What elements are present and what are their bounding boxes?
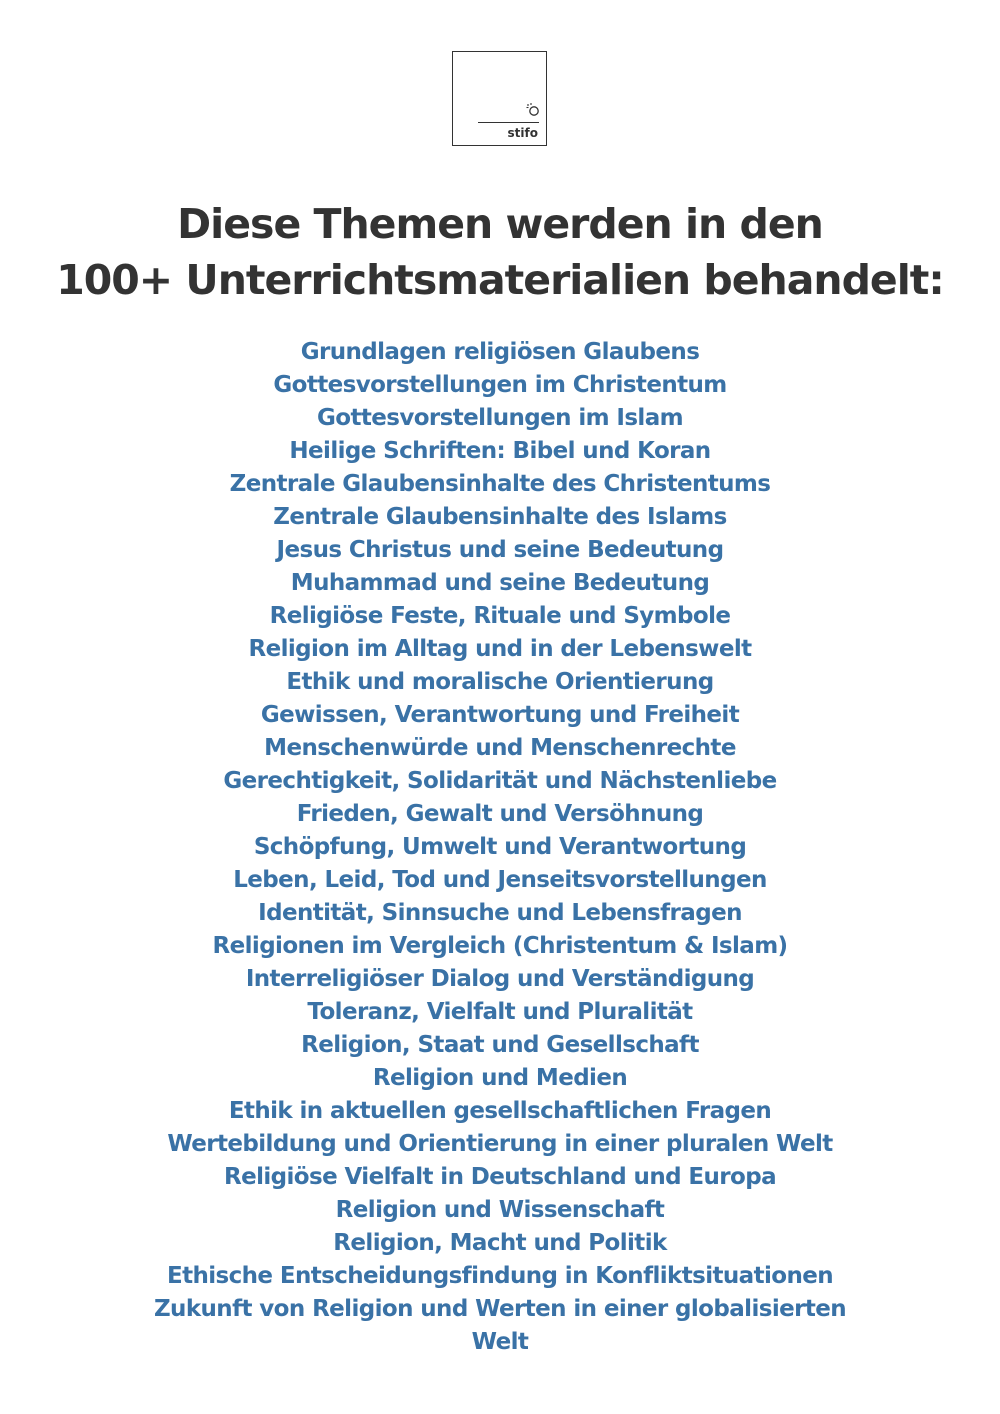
topic-item: Religion und Wissenschaft <box>335 1197 665 1223</box>
topic-item: Welt <box>471 1329 529 1355</box>
topic-item: Religionen im Vergleich (Christentum & Islam) <box>212 933 788 959</box>
topic-item: Religion und Medien <box>372 1065 628 1091</box>
topic-item: Gottesvorstellungen im Christentum <box>273 372 727 398</box>
topic-item: Interreligiöser Dialog und Verständigung <box>245 966 755 992</box>
topic-item: Ethische Entscheidungsfindung in Konfliktsituationen <box>166 1263 834 1289</box>
topic-item: Religion im Alltag und in der Lebenswelt <box>248 636 752 662</box>
topic-item: Leben, Leid, Tod und Jenseitsvorstellungen <box>233 867 767 893</box>
topic-item: Wertebildung und Orientierung in einer pluralen Welt <box>167 1131 833 1157</box>
topic-item: Religiöse Feste, Rituale und Symbole <box>269 603 731 629</box>
topic-item: Religion, Staat und Gesellschaft <box>301 1032 699 1058</box>
topic-item: Grundlagen religiösen Glaubens <box>300 339 700 365</box>
topic-item: Muhammad und seine Bedeutung <box>290 570 710 596</box>
topic-item: Gottesvorstellungen im Islam <box>316 405 683 431</box>
topic-item: Religion, Macht und Politik <box>333 1230 667 1256</box>
topic-list <box>0 336 1000 1359</box>
topic-item: Ethik in aktuellen gesellschaftlichen Fragen <box>228 1098 772 1124</box>
topic-item: Zentrale Glaubensinhalte des Islams <box>273 504 727 530</box>
sun-moon-icon <box>525 102 541 118</box>
topic-item: Zentrale Glaubensinhalte des Christentums <box>229 471 771 497</box>
topic-item: Identität, Sinnsuche und Lebensfragen <box>258 900 742 926</box>
page-title <box>0 196 1000 308</box>
page-title-line-2: 100+ Unterrichtsmaterialien behandelt: <box>56 256 944 304</box>
topic-item: Heilige Schriften: Bibel und Koran <box>289 438 711 464</box>
topic-item: Frieden, Gewalt und Versöhnung <box>296 801 704 827</box>
page-title-line-1: Diese Themen werden in den <box>177 200 823 248</box>
topic-item: Religiöse Vielfalt in Deutschland und Europa <box>223 1164 776 1190</box>
topic-item: Jesus Christus und seine Bedeutung <box>276 537 724 563</box>
topic-item: Toleranz, Vielfalt und Pluralität <box>307 999 693 1025</box>
logo <box>452 51 547 146</box>
logo-line <box>478 122 539 123</box>
topic-item: Schöpfung, Umwelt und Verantwortung <box>253 834 747 860</box>
topic-item: Gewissen, Verantwortung und Freiheit <box>260 702 740 728</box>
topic-item: Gerechtigkeit, Solidarität und Nächstenliebe <box>223 768 777 794</box>
topic-item: Menschenwürde und Menschenrechte <box>264 735 736 761</box>
topic-item: Ethik und moralische Orientierung <box>286 669 714 695</box>
logo-text: stifo <box>507 126 538 140</box>
topic-item: Zukunft von Religion und Werten in einer globalisierten <box>153 1296 847 1322</box>
